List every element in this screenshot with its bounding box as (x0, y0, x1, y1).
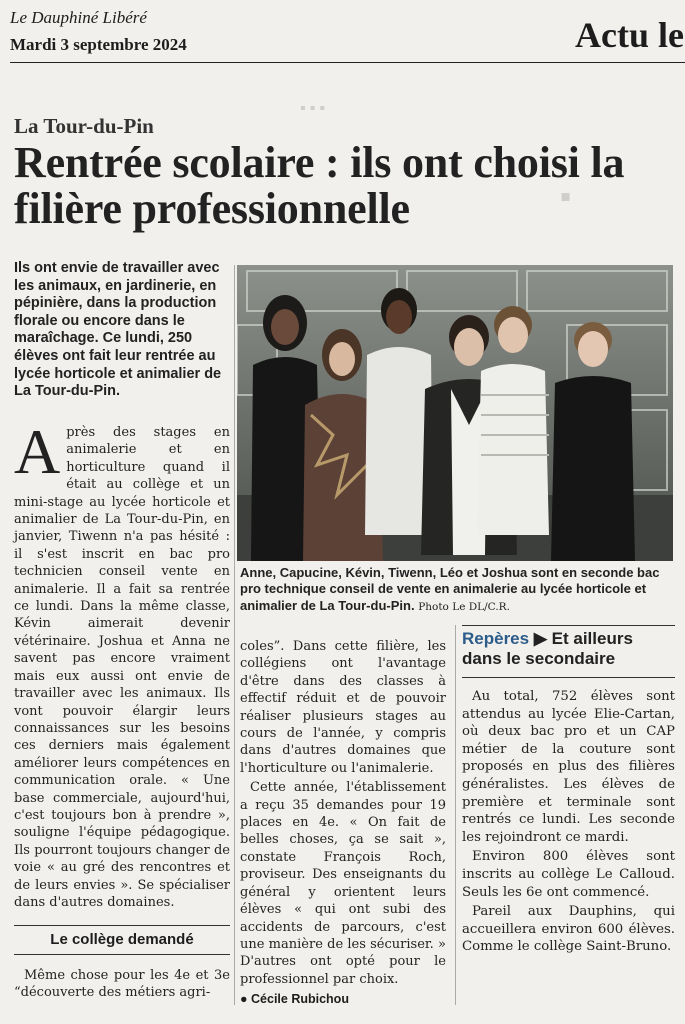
paragraph: Même chose pour les 4e et 3e “découverte des métiers agri- (14, 968, 230, 1001)
paragraph: coles”. Dans cette filière, les collégiens ont l'avantage d'être dans des classes à effectif réduit et de pouvoir réaliser plusieurs stages au cours de l'année, y compris dans d'autres domaines que l'horticulture ou l'animalerie. (240, 639, 446, 776)
paragraph: Cette année, l'établissement a reçu 35 demandes pour 19 places en 4e. « On fait de belles choses, ça se sait », constate François Roch, proviseur. Des enseignants du général y orientent leurs élèves « qui ont subi des accidents de parcours, c'est une manière de les sécuriser. » D'autres ont opté pour le professionnel par choix. (240, 780, 446, 987)
issue-date: Mardi 3 septembre 2024 (10, 35, 187, 54)
photo-caption (240, 565, 676, 615)
article-column-3 (462, 688, 675, 958)
bleed-through-2: ▪ (560, 178, 572, 214)
paragraph: Pareil aux Dauphins, qui accueillera environ 600 élèves. Comme le collège Saint-Bruno. (462, 904, 675, 955)
paragraph: Au total, 752 élèves sont attendus au lycée Elie-Cartan, où deux bac pro et un CAP métier de la couture sont proposés en plus des filières généralistes. Les élèves de première et terminale sont rentrés ce lundi. Les seconde les rejoindront ce mardi. (462, 689, 675, 845)
article-column-2 (240, 638, 446, 990)
reperes-tag: Repères (462, 629, 530, 648)
reperes-box (462, 625, 675, 669)
article-headline: Rentrée scolaire : ils ont choisi la filière professionnelle (14, 138, 625, 233)
caption-text: Anne, Capucine, Kévin, Tiwenn, Léo et Joshua sont en seconde bac pro technique conseil de vente en animalerie au lycée horticole et animalier de La Tour-du-Pin. (240, 565, 660, 613)
byline: ● Cécile Rubichou (240, 992, 349, 1006)
article-kicker: La Tour-du-Pin (14, 114, 154, 138)
reperes-rule (462, 677, 675, 678)
article-photo (237, 265, 673, 561)
masthead: Le Dauphiné Libéré (10, 8, 147, 27)
section-subhead: Le collège demandé (14, 925, 230, 955)
article-column-1-continued (14, 967, 230, 1004)
bleed-through: ▪ ▪ ▪ (300, 100, 326, 117)
reperes-title: Et ailleurs dans le secondaire (462, 629, 633, 668)
paragraph-text: près des stages en animalerie et en horticulture quand il était au collège et un mini-stage au lycée horticole et animalier de La Tour-du-Pin, en janvier, Tiwenn n'a pas hésité : il s'est inscrit en bac pro technicien conseil vente en animalerie. Il a fait sa rentrée ce lundi. Dans la même classe, Kévin aimerait devenir vétérinaire. Joshua et Anna ne savent pas encore vraiment mais eux aussi ont envie de travailler avec les animaux. Ils vont pouvoir élargir leurs connaissances sur les besoins ces derniers mais également améliorer leurs compétences en communication orale. « Une base commerciale, aujourd'hui, c'est toujours bon à prendre », souligne l'équipe pédagogique. Ils pourront toujours changer de voie « au gré des rencontres et de leurs envies ». Se spécialiser dans d'autres domaines. (14, 425, 230, 910)
students-photo-illustration (237, 265, 673, 561)
paragraph: Environ 800 élèves sont inscrits au collège Le Calloud. Seuls les 6e ont commencé. (462, 849, 675, 900)
article-lead: Ils ont envie de travailler avec les animaux, en jardinerie, en pépinière, dans la production florale ou encore dans le maraîchage. Ce lundi, 250 élèves ont fait leur rentrée au lycée horticole et animalier de La Tour-du-Pin. (14, 260, 222, 400)
drop-cap: A (14, 416, 61, 487)
column-divider (455, 625, 456, 1005)
article-column-1 (14, 416, 230, 913)
photo-credit: Photo Le DL/C.R. (418, 600, 510, 613)
column-divider (234, 265, 235, 1005)
arrow-right-icon: ▶ (533, 629, 547, 648)
section-title: Actu le (575, 15, 684, 55)
paragraph (14, 416, 230, 911)
reperes-heading (462, 629, 675, 669)
header-rule (10, 62, 685, 63)
